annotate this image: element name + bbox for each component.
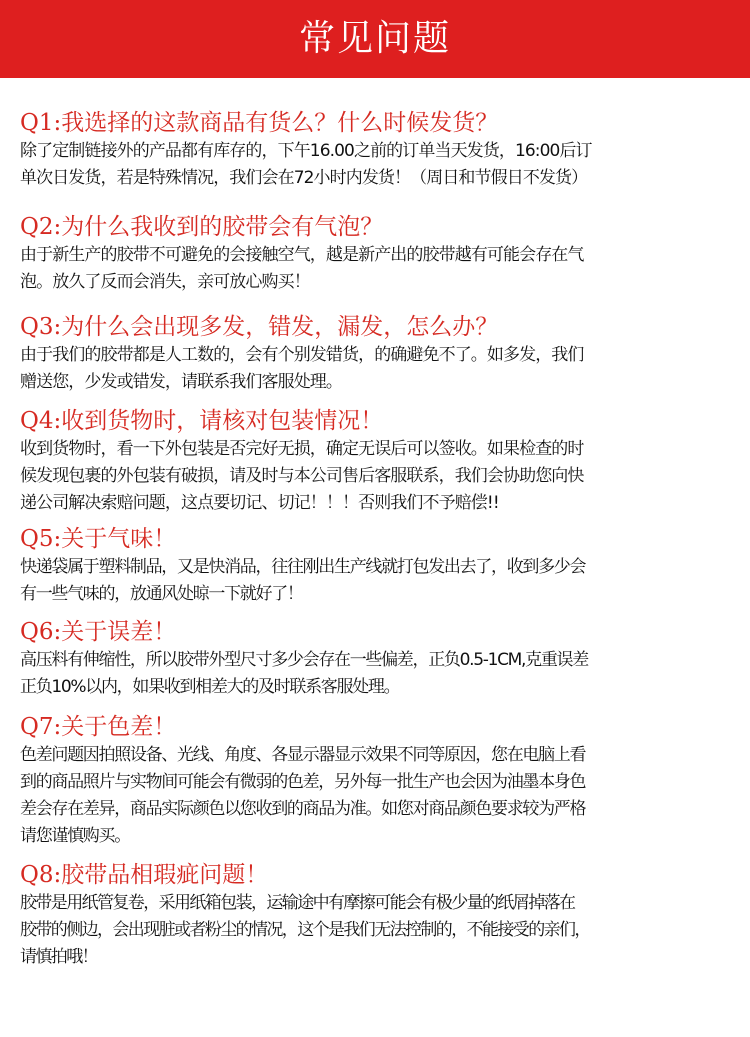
faq-answer [20,242,744,296]
faq-item-6 [20,617,744,701]
faq-answer-line: 高压料有伸缩性，所以胶带外型尺寸多少会存在一些偏差，正负0.5-1CM,克重误差 [20,650,588,670]
faq-question: Q5:关于气味！ [20,526,177,552]
faq-question: Q1:我选择的这款商品有货么？什么时候发货？ [20,110,499,136]
header-banner [0,0,750,78]
faq-answer-line: 快递袋属于塑料制品，又是快消品，往往刚出生产线就打包发出去了，收到多少会 [20,557,586,577]
faq-answer-line: 胶带是用纸管复卷，采用纸箱包装，运输途中有摩擦可能会有极少量的纸屑掉落在 [20,893,575,913]
faq-answer-line: 由于我们的胶带都是人工数的，会有个别发错货，的确避免不了。如多发，我们 [20,345,584,365]
faq-answer-line: 请您谨慎购买。 [20,826,130,846]
faq-answer [20,647,744,701]
faq-item-5 [20,524,744,608]
faq-question: Q7:关于色差！ [20,714,177,740]
faq-item-3 [20,312,744,396]
faq-answer-line: 色差问题因拍照设备、光线、角度、各显示器显示效果不同等原因，您在电脑上看 [20,745,586,765]
faq-question: Q2:为什么我收到的胶带会有气泡？ [20,214,384,240]
faq-item-7 [20,712,744,850]
faq-answer-line: 有一些气味的，放通风处晾一下就好了！ [20,584,303,604]
faq-answer-line: 差会存在差异，商品实际颜色以您收到的商品为准。如您对商品颜色要求较为严格 [20,799,586,819]
faq-answer [20,436,744,517]
faq-answer [20,554,744,608]
faq-answer [20,890,744,971]
faq-answer [20,138,744,192]
faq-answer-line: 泡。放久了反而会消失，亲可放心购买！ [20,272,310,292]
page-title: 常见问题 [298,18,451,59]
faq-answer-line: 到的商品照片与实物间可能会有微弱的色差，另外每一批生产也会因为油墨本身色 [20,772,586,792]
faq-answer-line: 胶带的侧边，会出现脏或者粉尘的情况，这个是我们无法控制的，不能接受的亲们， [20,920,590,940]
faq-answer-line: 赠送您，少发或错发，请联系我们客服处理。 [20,372,342,392]
faq-answer-line: 由于新生产的胶带不可避免的会接触空气，越是新产出的胶带越有可能会存在气 [20,245,584,265]
faq-answer [20,342,744,396]
faq-answer-line: 递公司解决索赔问题，这点要切记、切记！！！否则我们不予赔偿!! [20,493,499,513]
faq-question: Q6:关于误差！ [20,619,177,645]
faq-item-1 [20,108,744,192]
faq-question: Q3:为什么会出现多发，错发，漏发，怎么办？ [20,314,499,340]
faq-answer-line: 请慎拍哦！ [20,947,97,967]
faq-item-4 [20,406,744,517]
faq-answer-line: 除了定制链接外的产品都有库存的，下午16.00之前的订单当天发货，16:00后订 [20,141,592,161]
faq-answer-line: 候发现包裹的外包装有破损，请及时与本公司售后客服联系，我们会协助您向快 [20,466,584,486]
faq-answer-line: 单次日发货，若是特殊情况，我们会在72小时内发货！（周日和节假日不发货） [20,168,588,188]
faq-question: Q8:胶带品相瑕疵问题！ [20,862,269,888]
faq-item-2 [20,212,744,296]
faq-answer-line: 收到货物时，看一下外包装是否完好无损，确定无误后可以签收。如果检查的时 [20,439,584,459]
faq-answer-line: 正负10%以内，如果收到相差大的及时联系客服处理。 [20,677,400,697]
faq-question: Q4:收到货物时，请核对包装情况！ [20,408,384,434]
faq-item-8 [20,860,744,971]
faq-answer [20,742,744,850]
